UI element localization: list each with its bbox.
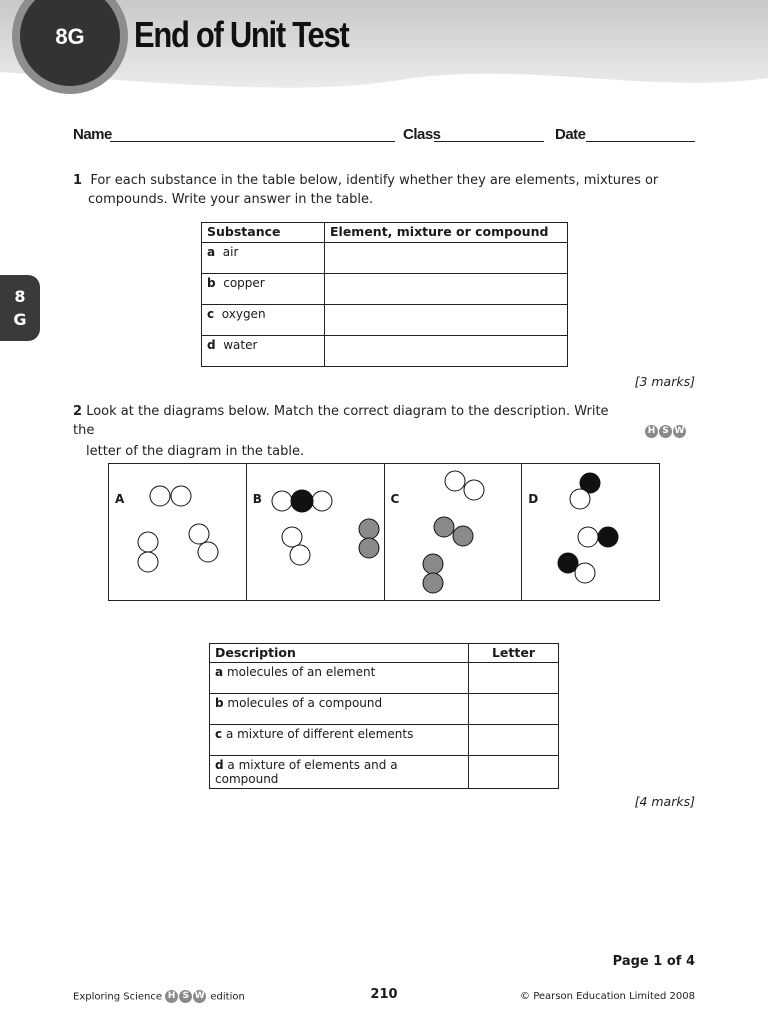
diagram-b-particles (247, 464, 384, 600)
hsw-h: H (165, 990, 178, 1003)
hsw-h: H (645, 425, 658, 438)
table-row (210, 694, 559, 725)
diagram-label: A (115, 492, 125, 506)
q2-text (73, 402, 633, 461)
side-tab-line1: 8 (14, 287, 26, 306)
row-description: molecules of a compound (227, 696, 383, 710)
q1-answer-cell[interactable] (325, 305, 568, 336)
copyright: © Pearson Education Limited 2008 (520, 991, 695, 1002)
hsw-s: S (179, 990, 192, 1003)
table-row (210, 663, 559, 694)
table-row (202, 274, 568, 305)
q2-description (210, 756, 469, 789)
footer-edition: edition (210, 991, 245, 1003)
diagram-d (522, 464, 659, 600)
q1-header-classification: Element, mixture or compound (325, 223, 568, 243)
table-row (210, 725, 559, 756)
diagram-c-particles (385, 464, 522, 600)
table-row (202, 305, 568, 336)
footer-series: Exploring Science (73, 991, 162, 1003)
q2-header-description: Description (210, 644, 469, 663)
q2-answer-cell[interactable] (469, 694, 559, 725)
diagram-label: D (528, 492, 539, 506)
page-number: 210 (370, 987, 398, 1002)
row-letter: c (207, 307, 215, 321)
hsw-w: W (194, 991, 205, 1001)
diagram-label: C (390, 492, 400, 506)
row-description: a mixture of different elements (225, 727, 414, 741)
diagram-label: B (252, 492, 262, 506)
q2-header-letter: Letter (469, 644, 559, 663)
hsw-logo-icon (165, 992, 207, 1003)
name-label: Name (73, 126, 112, 143)
class-label: Class (403, 126, 441, 143)
table-row (202, 243, 568, 274)
side-tab-line2: G (13, 310, 27, 329)
q2-text-line2: letter of the diagram in the table. (86, 444, 305, 459)
q1-number: 1 (73, 173, 83, 188)
q2-answer-cell[interactable] (469, 725, 559, 756)
q1-answer-cell[interactable] (325, 274, 568, 305)
footer-left (73, 990, 245, 1003)
row-letter: d (207, 338, 216, 352)
q1-table (201, 222, 568, 367)
row-description: a mixture of elements and a compound (215, 758, 398, 786)
hsw-s: S (659, 425, 672, 438)
q1-row-label (202, 274, 325, 305)
diagram-c (385, 464, 523, 600)
q1-text (73, 171, 693, 209)
row-substance: water (223, 338, 258, 352)
hsw-logo-icon (645, 421, 687, 440)
q1-row-label (202, 336, 325, 367)
unit-badge: 8G (55, 24, 85, 49)
q2-description (210, 725, 469, 756)
diagram-a-particles (109, 464, 246, 600)
row-letter: b (215, 696, 224, 710)
hsw-w: W (674, 426, 685, 436)
diagram-d-particles (522, 464, 659, 600)
q2-description (210, 694, 469, 725)
q2-table (209, 643, 559, 789)
row-letter: b (207, 276, 216, 290)
row-substance: copper (223, 276, 265, 290)
header-banner (0, 0, 768, 100)
q1-text-line2: compounds. Write your answer in the table. (88, 192, 374, 207)
q2-marks: [4 marks] (634, 794, 695, 809)
date-label: Date (555, 126, 586, 143)
diagram-a (109, 464, 247, 600)
q2-answer-cell[interactable] (469, 663, 559, 694)
row-substance: oxygen (221, 307, 266, 321)
q1-row-label (202, 305, 325, 336)
date-field[interactable] (586, 141, 695, 142)
page-indicator: Page 1 of 4 (612, 954, 695, 969)
q1-header-substance: Substance (202, 223, 325, 243)
side-tab (0, 275, 40, 341)
row-letter: a (215, 665, 224, 679)
q2-description (210, 663, 469, 694)
q1-answer-cell[interactable] (325, 336, 568, 367)
table-row (202, 336, 568, 367)
class-field[interactable] (434, 141, 544, 142)
row-substance: air (222, 245, 239, 259)
q1-row-label (202, 243, 325, 274)
row-letter: a (207, 245, 216, 259)
name-field[interactable] (110, 141, 395, 142)
particle-diagrams (108, 463, 660, 601)
row-letter: d (215, 758, 224, 772)
q1-answer-cell[interactable] (325, 243, 568, 274)
page-title: End of Unit Test (134, 14, 349, 55)
row-description: molecules of an element (226, 665, 376, 679)
table-row (210, 756, 559, 789)
q2-number: 2 (73, 404, 83, 419)
diagram-b (247, 464, 385, 600)
q1-text-line1: For each substance in the table below, identify whether they are elements, mixtures or (90, 173, 659, 188)
q2-answer-cell[interactable] (469, 756, 559, 789)
q2-text-line1: Look at the diagrams below. Match the correct diagram to the description. Write the (73, 404, 609, 438)
row-letter: c (215, 727, 223, 741)
q1-marks: [3 marks] (634, 374, 695, 389)
